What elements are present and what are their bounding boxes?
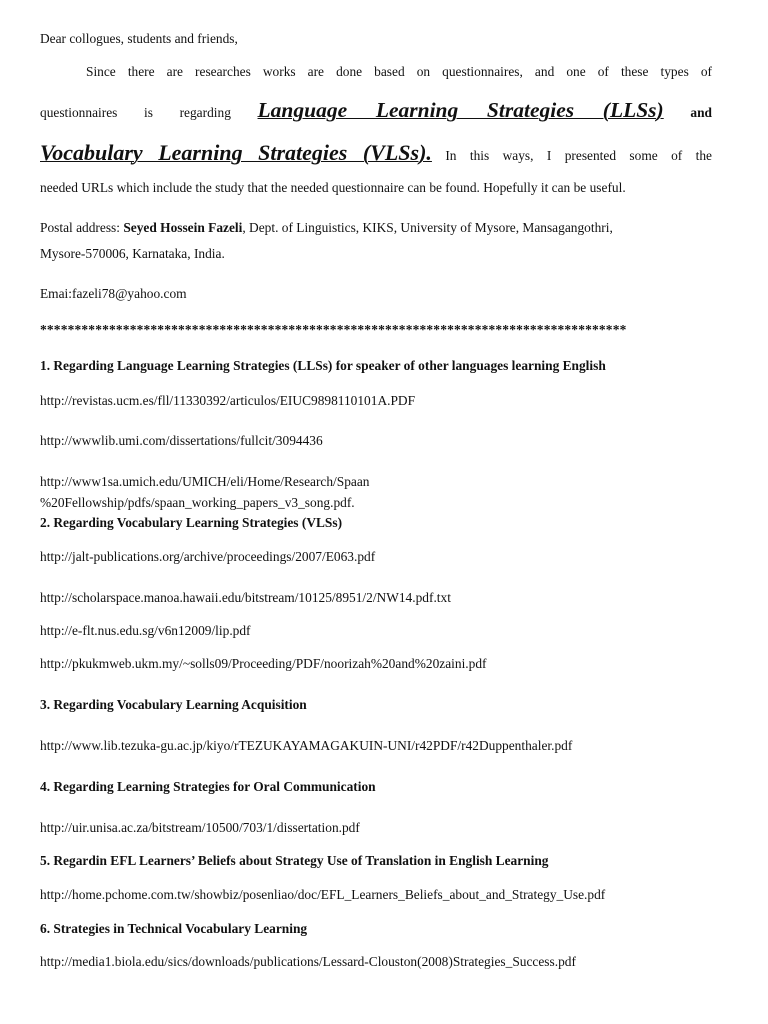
section-5-heading: 5. Regardin EFL Learners’ Beliefs about Strategy Use of Translation in English Learning	[40, 853, 549, 868]
link-2a[interactable]: http://jalt-publications.org/archive/proceedings/2007/E063.pdf	[40, 549, 376, 564]
postal-address	[40, 220, 613, 236]
postal-rest: , Dept. of Linguistics, KIKS, University of Mysore, Mansagangothri,	[242, 220, 613, 235]
link-5a[interactable]: http://home.pchome.com.tw/showbiz/posenliao/doc/EFL_Learners_Beliefs_about_and_Strategy_Use.pdf	[40, 887, 606, 902]
link-2b[interactable]: http://scholarspace.manoa.hawaii.edu/bitstream/10125/8951/2/NW14.pdf.txt	[40, 590, 451, 605]
section-1-heading: 1. Regarding Language Learning Strategies (LLSs) for speaker of other languages learning English	[40, 358, 606, 373]
link-1c-cont[interactable]: %20Fellowship/pdfs/spaan_working_papers_v3_song.pdf.	[40, 495, 355, 510]
vlss-heading: Vocabulary Learning Strategies (VLSs).	[40, 140, 432, 165]
intro-text-cont: In this ways, I presented some of the	[445, 148, 712, 163]
intro-line-2	[40, 98, 712, 123]
intro-line-4: needed URLs which include the study that the needed questionnaire can be found. Hopefully it can be useful.	[40, 180, 626, 195]
intro-line-3	[40, 140, 712, 166]
postal-line-2: Mysore-570006, Karnataka, India.	[40, 246, 225, 261]
llss-heading: Language Learning Strategies (LLSs)	[257, 98, 664, 122]
link-4a[interactable]: http://uir.unisa.ac.za/bitstream/10500/703/1/dissertation.pdf	[40, 820, 360, 835]
intro-text: questionnaires is regarding	[40, 105, 231, 120]
link-1b[interactable]: http://wwwlib.umi.com/dissertations/fullcit/3094436	[40, 433, 323, 448]
link-6a[interactable]: http://media1.biola.edu/sics/downloads/publications/Lessard-Clouston(2008)Strategies_Success.pdf	[40, 954, 576, 969]
intro-line-1: Since there are researches works are done based on questionnaires, and one of these types of	[86, 64, 712, 79]
greeting: Dear collogues, students and friends,	[40, 31, 238, 46]
section-6-heading: 6. Strategies in Technical Vocabulary Learning	[40, 921, 308, 936]
author-name: Seyed Hossein Fazeli	[123, 220, 243, 235]
section-2-heading: 2. Regarding Vocabulary Learning Strategies (VLSs)	[40, 515, 343, 530]
divider: *************************************************************************************	[40, 322, 627, 337]
postal-label: Postal address:	[40, 220, 120, 235]
section-4-heading: 4. Regarding Learning Strategies for Oral Communication	[40, 779, 376, 794]
and-word: and	[690, 105, 712, 120]
link-2d[interactable]: http://pkukmweb.ukm.my/~solls09/Proceeding/PDF/noorizah%20and%20zaini.pdf	[40, 656, 487, 671]
link-1a[interactable]: http://revistas.ucm.es/fll/11330392/articulos/EIUC9898110101A.PDF	[40, 393, 416, 408]
email[interactable]: Emai:fazeli78@yahoo.com	[40, 286, 187, 301]
link-2c[interactable]: http://e-flt.nus.edu.sg/v6n12009/lip.pdf	[40, 623, 251, 638]
link-3a[interactable]: http://www.lib.tezuka-gu.ac.jp/kiyo/rTEZUKAYAMAGAKUIN-UNI/r42PDF/r42Duppenthaler.pdf	[40, 738, 573, 753]
link-1c[interactable]: http://www1sa.umich.edu/UMICH/eli/Home/Research/Spaan	[40, 474, 370, 489]
section-3-heading: 3. Regarding Vocabulary Learning Acquisition	[40, 697, 307, 712]
